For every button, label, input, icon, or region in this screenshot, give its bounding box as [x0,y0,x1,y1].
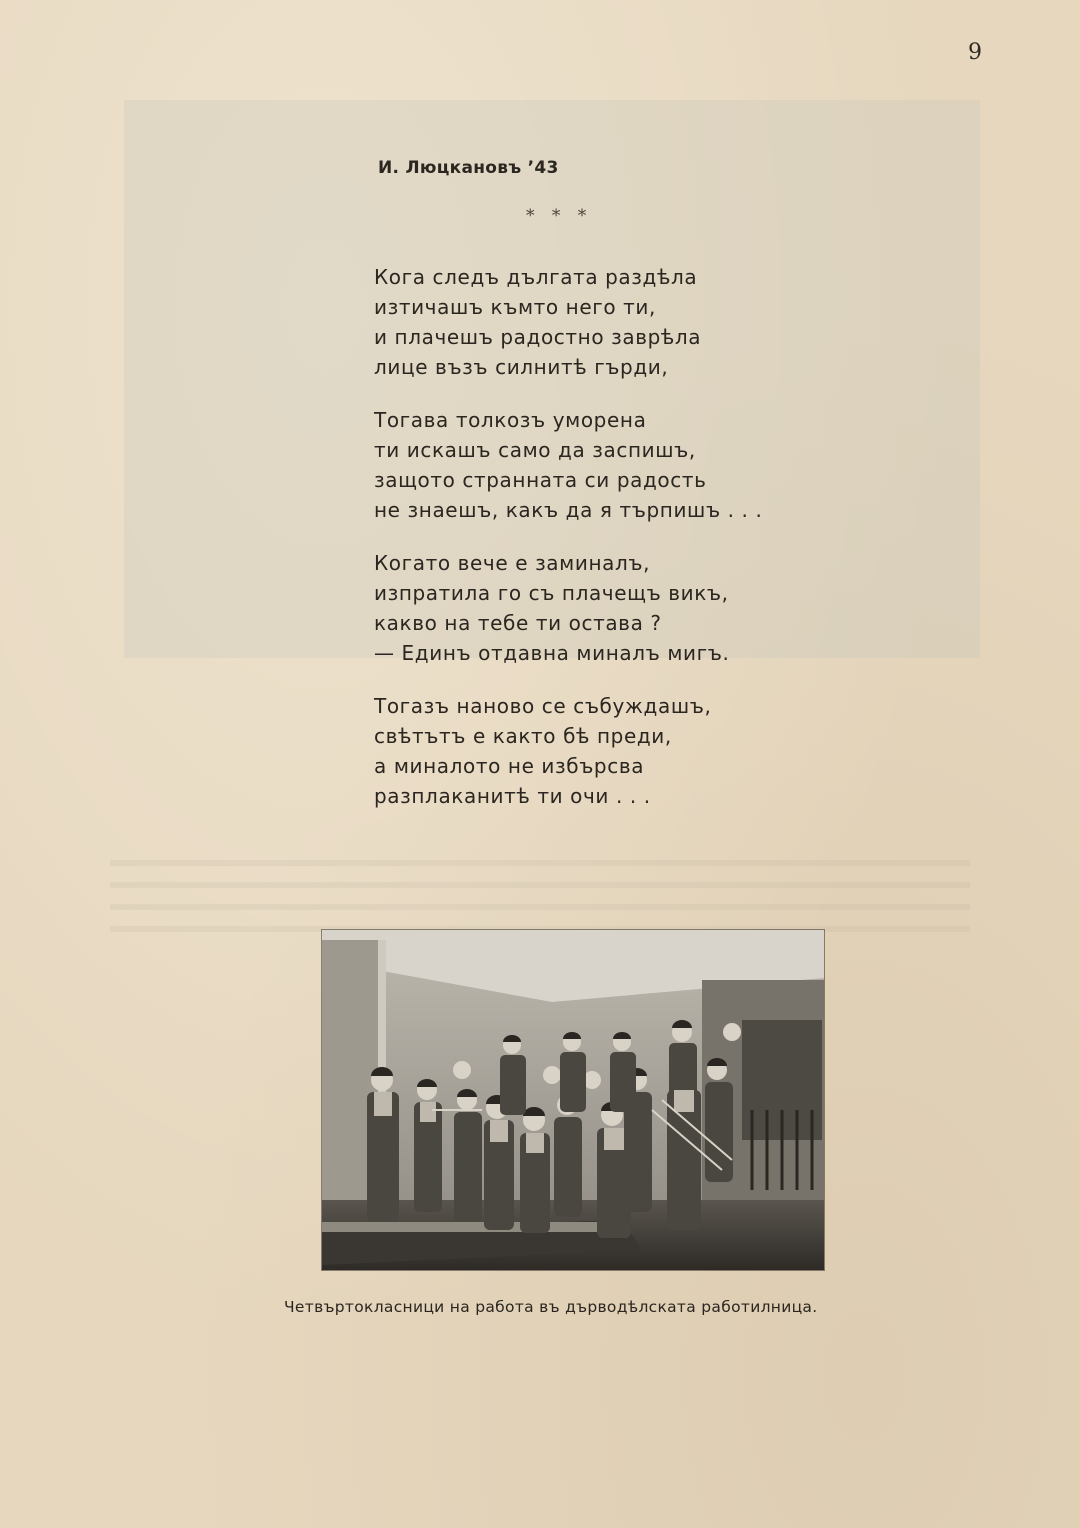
poem-line: изпратила го съ плачещъ викъ, [374,581,729,605]
workshop-group-photo [322,930,824,1270]
poem-line: — Единъ отдавна миналъ мигъ. [374,641,730,665]
poem-line: не знаешъ, какъ да я търпишъ . . . [374,498,763,522]
poem-line: лице възъ силнитѣ гърди, [374,355,669,379]
poem-line: какво на тебе ти остава ? [374,611,662,635]
page-number: 9 [968,40,982,65]
show-through-text [110,860,970,940]
photo-illustration [322,930,824,1270]
poem-line: Кога следъ дългата раздѣла [374,265,698,289]
stanza-2 [374,405,814,525]
poem-line: свѣтътъ е както бѣ преди, [374,724,672,748]
poem-line: Тогазъ наново се събуждашъ, [374,694,712,718]
poem-line: Когато вече е заминалъ, [374,551,651,575]
stanza-4 [374,691,814,811]
poem-author: И. Люцкановъ ’43 [378,158,559,178]
asterism-separator: * * * [526,206,593,226]
poem-line: Тогава толкозъ уморена [374,408,647,432]
poem-line: защото странната си радость [374,468,707,492]
stanza-3 [374,548,814,668]
poem-line: ти искашъ само да заспишъ, [374,438,696,462]
poem-line: а миналото не избърсва [374,754,645,778]
stanza-1 [374,262,814,382]
poem [374,262,814,834]
poem-line: разплаканитѣ ти очи . . . [374,784,651,808]
poem-line: и плачешъ радостно заврѣла [374,325,702,349]
poem-line: изтичашъ къмто него ти, [374,295,656,319]
photo-caption: Четвъртокласници на работа въ дърводѣлската работилница. [284,1298,818,1316]
